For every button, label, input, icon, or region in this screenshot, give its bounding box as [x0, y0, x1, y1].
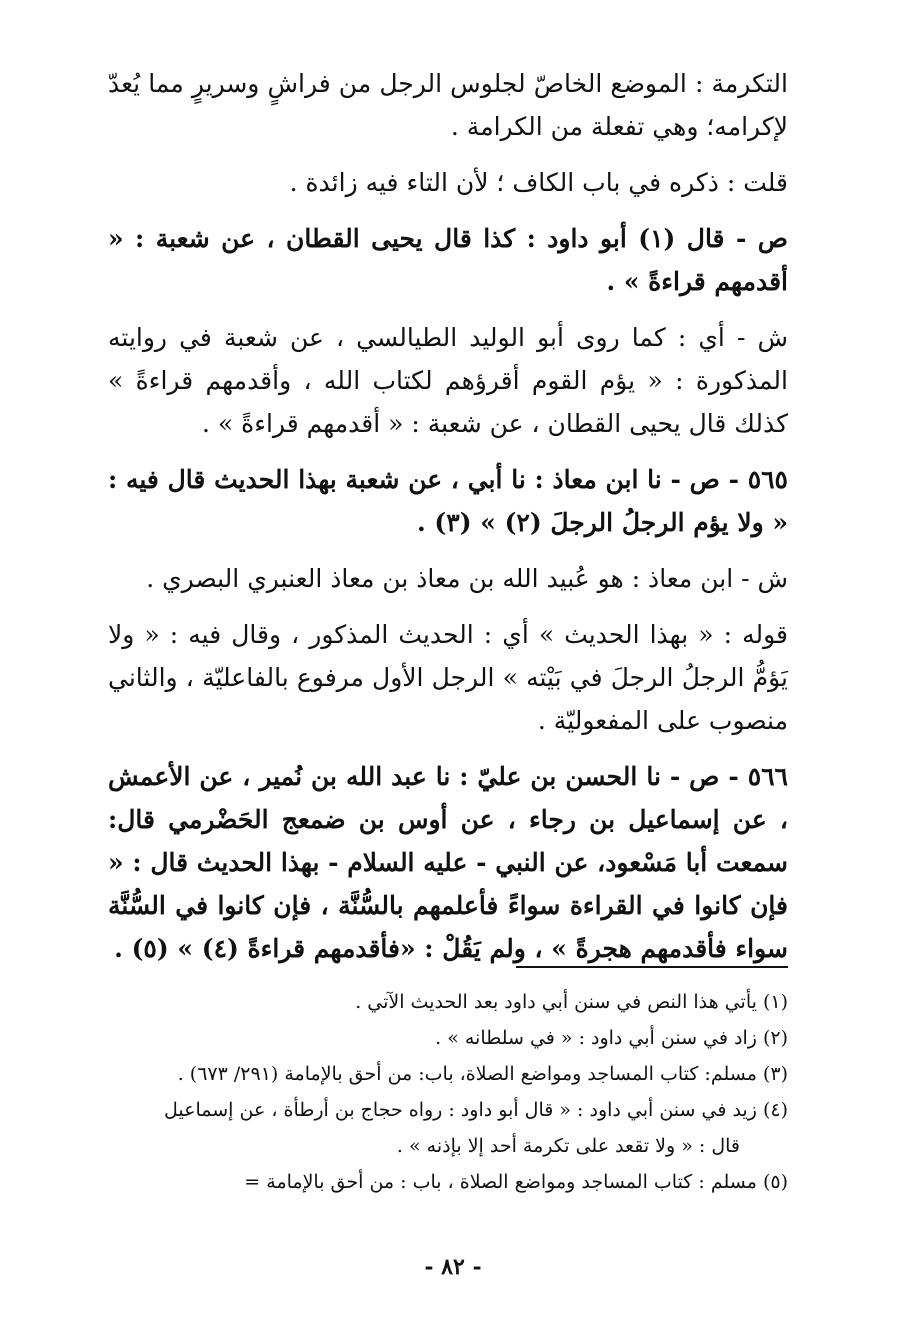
footnote-2: (٢) زاد في سنن أبي داود : « في سلطانه » . [435, 1027, 788, 1049]
page-number: - ٨٢ - [424, 1254, 482, 1280]
footnote-1: (١) يأتي هذا النص في سنن أبي داود بعد الحديث الآتي . [355, 991, 788, 1013]
paragraph-ibn-muadh-note: ش - ابن معاذ : هو عُبيد الله بن معاذ بن معاذ العنبري البصري . [146, 564, 788, 593]
paragraph-abu-dawud-text: ص - قال (١) أبو داود : كذا قال يحيى القطان ، عن شعبة : « أقدمهم قراءةً » . [108, 224, 788, 296]
footnote-5: (٥) مسلم : كتاب المساجد ومواضع الصلاة ، باب : من أحق بالإمامة = [244, 1171, 788, 1193]
paragraph-hadith-565: ٥٦٥ - ص - نا ابن معاذ : نا أبي ، عن شعبة بهذا الحديث قال فيه : « ولا يؤم الرجلُ الرجلَ (٢) » (٣) . [108, 465, 788, 537]
footnote-4-continuation: قال : « ولا تقعد على تكرمة أحد إلا بإذنه » . [396, 1135, 740, 1157]
main-text [108, 62, 788, 983]
footnote-separator [516, 966, 788, 968]
paragraph-bi-hadha-al-hadith: قوله : « بهذا الحديث » أي : الحديث المذكور ، وقال فيه : « ولا يَؤمُّ الرجلُ الرجلَ في بَيْته » الرجل الأول مرفوع بالفاعليّة ، والثاني منصوب على المفعوليّة . [108, 620, 788, 735]
footnote-3: (٣) مسلم: كتاب المساجد ومواضع الصلاة، باب: من أحق بالإمامة (٢٩١/ ٦٧٣) . [177, 1063, 788, 1085]
paragraph-commentary: ش - أي : كما روى أبو الوليد الطيالسي ، عن شعبة في روايته المذكورة : « يؤم القوم أقرؤهم لكتاب الله ، وأقدمهم قراءةً » كذلك قال يحيى القطان ، عن شعبة : « أقدمهم قراءةً » . [108, 323, 788, 438]
footnotes [108, 984, 788, 1200]
paragraph-author-note: قلت : ذكره في باب الكاف ؛ لأن التاء فيه زائدة . [289, 168, 788, 197]
paragraph-hadith-566: ٥٦٦ - ص - نا الحسن بن عليّ : نا عبد الله بن نُمير ، عن الأعمش ، عن إسماعيل بن رجاء ، عن أوس بن ضمعج الحَضْرمي قال: سمعت أبا مَسْعود، عن النبي - عليه السلام - بهذا الحديث قال : « فإن كانوا في القراءة سواءً فأعلمهم بالسُّنَّة ، فإن كانوا في السُّنَّة سواء فأقدمهم هجرةً » ، ولم يَقُلْ : «فأقدمهم قراءةً (٤) » (٥) . [108, 762, 788, 963]
paragraph-takrima-definition: التكرمة : الموضع الخاصّ لجلوس الرجل من فراشٍ وسريرٍ مما يُعدّ لإكرامه؛ وهي تفعلة من الكرامة . [108, 69, 788, 141]
footnote-4: (٤) زيد في سنن أبي داود : « قال أبو داود : رواه حجاج بن أرطأة ، عن إسماعيل [164, 1099, 788, 1121]
